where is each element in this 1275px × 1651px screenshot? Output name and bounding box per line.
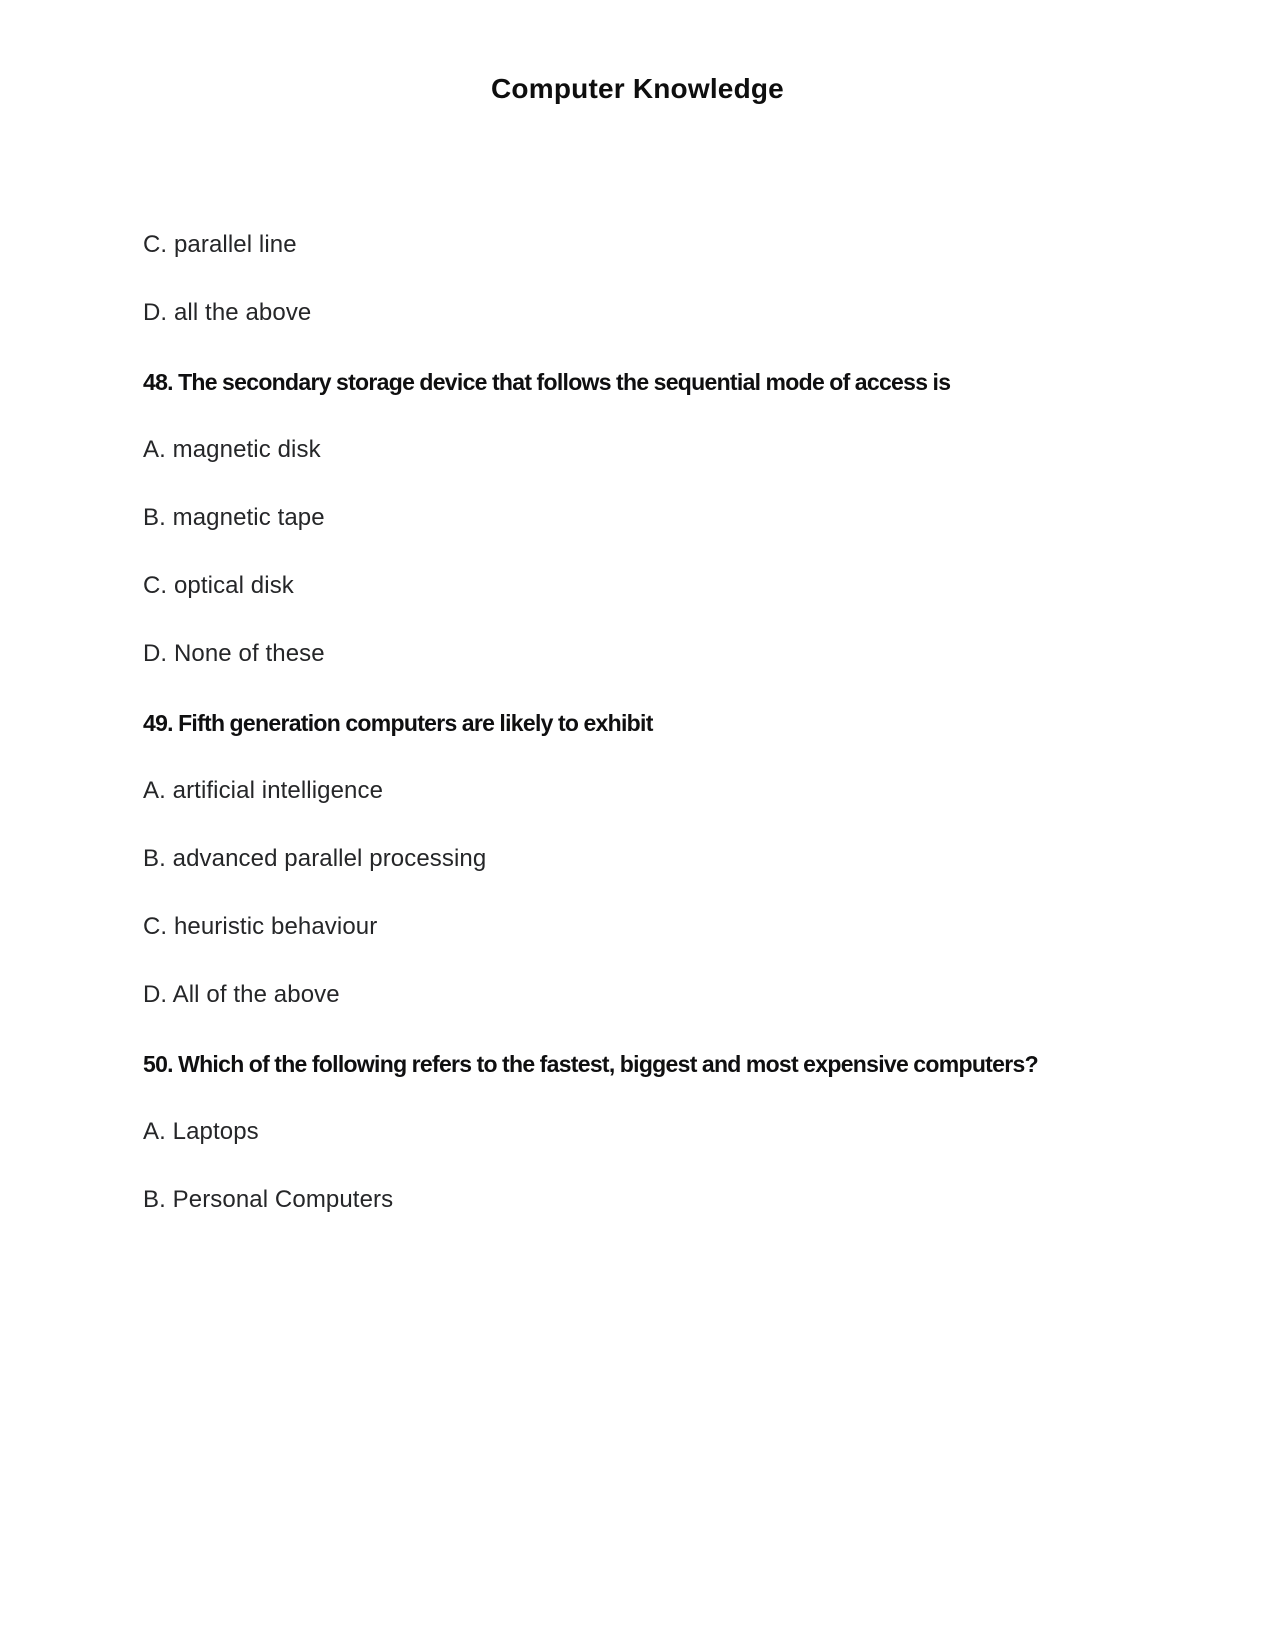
document-body bbox=[0, 226, 1275, 1219]
answer-option: A. magnetic disk bbox=[143, 436, 321, 463]
answer-option: D. None of these bbox=[143, 640, 325, 667]
answer-option: B. Personal Computers bbox=[143, 1186, 394, 1213]
answer-option: B. advanced parallel processing bbox=[143, 845, 487, 872]
answer-option: D. All of the above bbox=[143, 981, 340, 1008]
answer-option: C. heuristic behaviour bbox=[143, 913, 378, 940]
answer-option: B. magnetic tape bbox=[143, 504, 325, 531]
answer-option: A. Laptops bbox=[143, 1118, 259, 1145]
question-text: 48. The secondary storage device that follows the sequential mode of access is bbox=[143, 369, 951, 395]
answer-option: C. parallel line bbox=[143, 231, 297, 258]
question-text: 50. Which of the following refers to the fastest, biggest and most expensive computers? bbox=[143, 1051, 1038, 1077]
answer-option: C. optical disk bbox=[143, 572, 294, 599]
page-title: Computer Knowledge bbox=[491, 73, 784, 104]
question-text: 49. Fifth generation computers are likely to exhibit bbox=[143, 710, 653, 736]
answer-option: D. all the above bbox=[143, 299, 312, 326]
answer-option: A. artificial intelligence bbox=[143, 777, 384, 804]
